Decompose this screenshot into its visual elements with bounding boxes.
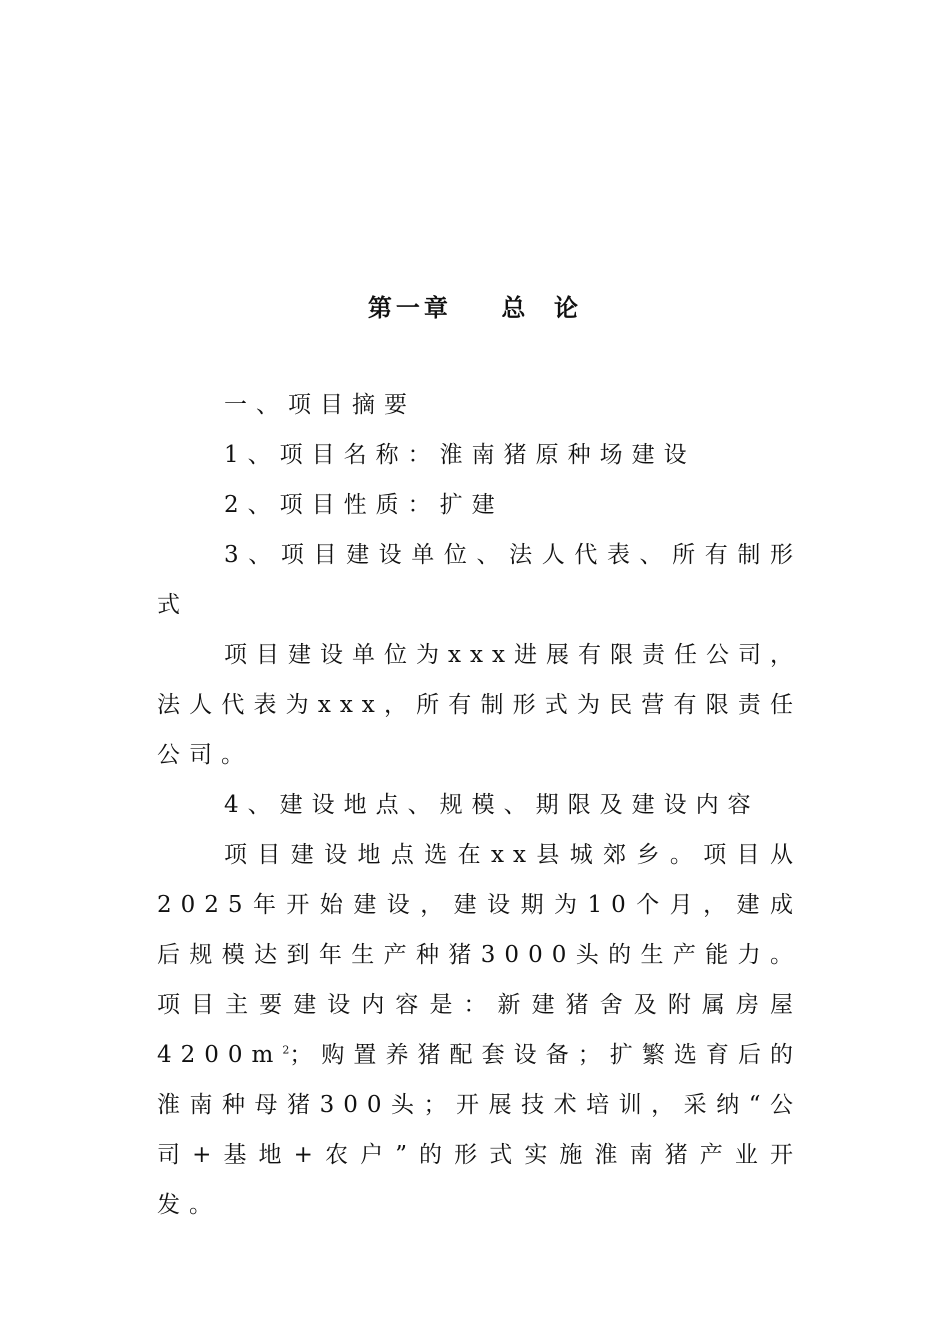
- item-project-nature: 2、项目性质：扩建: [224, 492, 504, 518]
- body-text: [157, 380, 802, 1230]
- paragraph-location-part-2: ；购置养猪配套设备；扩繁选育后的淮南种母猪300头；开展技术培训，采纳“公司+基地+农户”的形式实施淮南猪产业开发。: [157, 1042, 802, 1218]
- item-location-scale: 4、建设地点、规模、期限及建设内容: [224, 792, 760, 818]
- item-construction-unit: 3、项目建设单位、法人代表、所有制形式: [157, 542, 802, 618]
- paragraph-construction-unit: 项目建设单位为xxx进展有限责任公司，法人代表为xxx，所有制形式为民营有限责任公司。: [157, 642, 802, 768]
- square-meter-superscript: 2: [282, 1043, 290, 1057]
- item-project-name: 1、项目名称：淮南猪原种场建设: [224, 442, 696, 468]
- section-heading-project-summary: 一、项目摘要: [224, 392, 416, 418]
- paragraph-location-scale: [157, 830, 802, 1230]
- paragraph-location-part-1: 项目建设地点选在xx县城郊乡。项目从2025年开始建设，建设期为10个月，建成后规模达到年生产种猪3000头的生产能力。项目主要建设内容是：新建猪舍及附属房屋4200m: [157, 842, 802, 1068]
- chapter-title: 第一章 总 论: [367, 294, 583, 322]
